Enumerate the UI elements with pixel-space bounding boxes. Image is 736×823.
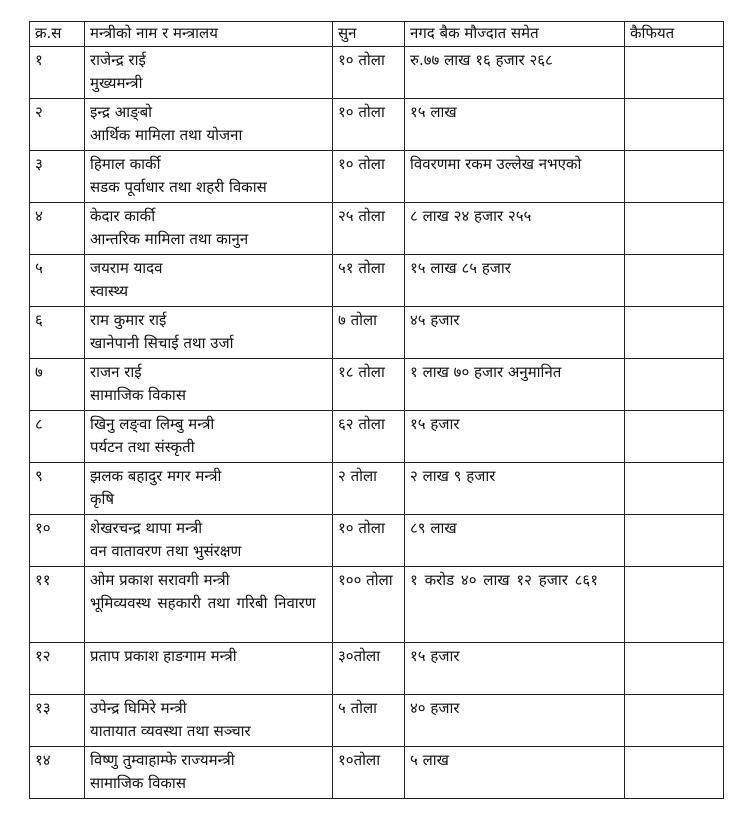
cash-cell: ४० हजार — [405, 695, 625, 747]
minister-name: विष्णु तुम्वाहाम्फे राज्यमन्त्री — [90, 751, 235, 769]
ministry-name: आन्तरिक मामिला तथा कानुन — [90, 230, 249, 248]
gold-cell: १८ तोला — [333, 359, 405, 411]
name-ministry-cell — [85, 643, 333, 695]
header-gold: सुन — [333, 22, 405, 47]
name-ministry-cell — [85, 747, 333, 799]
serial-cell: १३ — [30, 695, 85, 747]
cash-cell: ५ लाख — [405, 747, 625, 799]
serial-cell: ६ — [30, 307, 85, 359]
ministry-name: सडक पूर्वाधार तथा शहरी विकास — [90, 178, 267, 196]
minister-name: ओम प्रकाश सरावगी मन्त्री — [90, 571, 230, 589]
serial-cell: १२ — [30, 643, 85, 695]
remarks-cell — [625, 47, 724, 99]
minister-name: राम कुमार राई — [90, 311, 167, 329]
remarks-cell — [625, 151, 724, 203]
name-ministry-cell — [85, 695, 333, 747]
remarks-cell — [625, 567, 724, 643]
header-cash: नगद बैक मौज्दात समेत — [405, 22, 625, 47]
name-ministry-cell — [85, 203, 333, 255]
gold-cell: ३०तोला — [333, 643, 405, 695]
ministry-name: खानेपानी सिचाई तथा उर्जा — [90, 334, 234, 352]
cash-cell: ८ लाख २४ हजार २५५ — [405, 203, 625, 255]
gold-cell: १०० तोला — [333, 567, 405, 643]
minister-name: इन्द्र आङ्बो — [90, 103, 153, 121]
remarks-cell — [625, 203, 724, 255]
minister-name: शेखरचन्द्र थापा मन्त्री — [90, 519, 203, 537]
minister-name: राजन राई — [90, 363, 142, 381]
minister-name: हिमाल कार्की — [90, 155, 161, 173]
gold-cell: १० तोला — [333, 515, 405, 567]
gold-cell: ६२ तोला — [333, 411, 405, 463]
gold-cell: १० तोला — [333, 47, 405, 99]
table-row — [30, 99, 724, 151]
table-row — [30, 567, 724, 643]
ministry-name: पर्यटन तथा संस्कृती — [90, 438, 195, 456]
table-row — [30, 359, 724, 411]
remarks-cell — [625, 359, 724, 411]
gold-cell: १०तोला — [333, 747, 405, 799]
serial-cell: ११ — [30, 567, 85, 643]
gold-cell: ७ तोला — [333, 307, 405, 359]
serial-cell: ९ — [30, 463, 85, 515]
cash-cell: १ करोड ४० लाख १२ हजार ८६१ — [405, 567, 625, 643]
name-ministry-cell — [85, 463, 333, 515]
header-name-ministry: मन्त्रीको नाम र मन्त्रालय — [85, 22, 333, 47]
cash-cell: १५ लाख — [405, 99, 625, 151]
remarks-cell — [625, 747, 724, 799]
serial-cell: ३ — [30, 151, 85, 203]
serial-cell: ८ — [30, 411, 85, 463]
serial-cell: २ — [30, 99, 85, 151]
serial-cell: ५ — [30, 255, 85, 307]
header-row — [30, 22, 724, 47]
table-row — [30, 515, 724, 567]
table-row — [30, 307, 724, 359]
ministry-name: सामाजिक विकास — [90, 774, 186, 792]
name-ministry-cell — [85, 99, 333, 151]
name-ministry-cell — [85, 567, 333, 643]
cash-cell: १५ हजार — [405, 411, 625, 463]
remarks-cell — [625, 463, 724, 515]
gold-cell: ५१ तोला — [333, 255, 405, 307]
cash-cell: रु.७७ लाख १६ हजार २६८ — [405, 47, 625, 99]
serial-cell: १ — [30, 47, 85, 99]
ministry-name: वन वातावरण तथा भुसंरक्षण — [90, 542, 242, 560]
ministers-assets-table — [29, 21, 724, 799]
remarks-cell — [625, 307, 724, 359]
minister-name: केदार कार्की — [90, 207, 156, 225]
serial-cell: १० — [30, 515, 85, 567]
table-row — [30, 151, 724, 203]
table-row — [30, 411, 724, 463]
ministry-name: यातायात व्यवस्था तथा सञ्चार — [90, 722, 251, 740]
cash-cell: ८९ लाख — [405, 515, 625, 567]
serial-cell: ४ — [30, 203, 85, 255]
table-row — [30, 747, 724, 799]
remarks-cell — [625, 695, 724, 747]
cash-cell: ४५ हजार — [405, 307, 625, 359]
name-ministry-cell — [85, 47, 333, 99]
serial-cell: १४ — [30, 747, 85, 799]
table-row — [30, 203, 724, 255]
table-row — [30, 643, 724, 695]
cash-cell: १ लाख ७० हजार अनुमानित — [405, 359, 625, 411]
minister-name: झलक बहादुर मगर मन्त्री — [90, 467, 222, 485]
cash-cell: विवरणमा रकम उल्लेख नभएको — [405, 151, 625, 203]
ministry-name: भूमिव्यवस्थ सहकारी तथा गरिबी निवारण — [90, 594, 316, 612]
name-ministry-cell — [85, 151, 333, 203]
name-ministry-cell — [85, 359, 333, 411]
gold-cell: २ तोला — [333, 463, 405, 515]
gold-cell: २५ तोला — [333, 203, 405, 255]
minister-name: उपेन्द्र घिमिरे मन्त्री — [90, 699, 187, 717]
table-row — [30, 695, 724, 747]
name-ministry-cell — [85, 255, 333, 307]
minister-name: प्रताप प्रकाश हाङगाम मन्त्री — [90, 647, 237, 665]
name-ministry-cell — [85, 307, 333, 359]
table-row — [30, 255, 724, 307]
gold-cell: ५ तोला — [333, 695, 405, 747]
header-serial: क्र.स — [30, 22, 85, 47]
minister-name: राजेन्द्र राई — [90, 51, 146, 69]
gold-cell: १० तोला — [333, 99, 405, 151]
header-remarks: कैफियत — [625, 22, 724, 47]
remarks-cell — [625, 515, 724, 567]
serial-cell: ७ — [30, 359, 85, 411]
remarks-cell — [625, 99, 724, 151]
cash-cell: १५ लाख ८५ हजार — [405, 255, 625, 307]
table-row — [30, 47, 724, 99]
ministry-name: स्वास्थ्य — [90, 282, 129, 300]
remarks-cell — [625, 411, 724, 463]
ministry-name: सामाजिक विकास — [90, 386, 186, 404]
minister-name: खिनु लङ्वा लिम्बु मन्त्री — [90, 415, 215, 433]
ministry-name: कृषि — [90, 490, 115, 508]
remarks-cell — [625, 255, 724, 307]
table-row — [30, 463, 724, 515]
remarks-cell — [625, 643, 724, 695]
name-ministry-cell — [85, 411, 333, 463]
minister-name: जयराम यादव — [90, 259, 163, 277]
ministry-name: मुख्यमन्त्री — [90, 74, 143, 92]
name-ministry-cell — [85, 515, 333, 567]
cash-cell: १५ हजार — [405, 643, 625, 695]
ministry-name: आर्थिक मामिला तथा योजना — [90, 126, 243, 144]
gold-cell: १० तोला — [333, 151, 405, 203]
cash-cell: २ लाख ९ हजार — [405, 463, 625, 515]
